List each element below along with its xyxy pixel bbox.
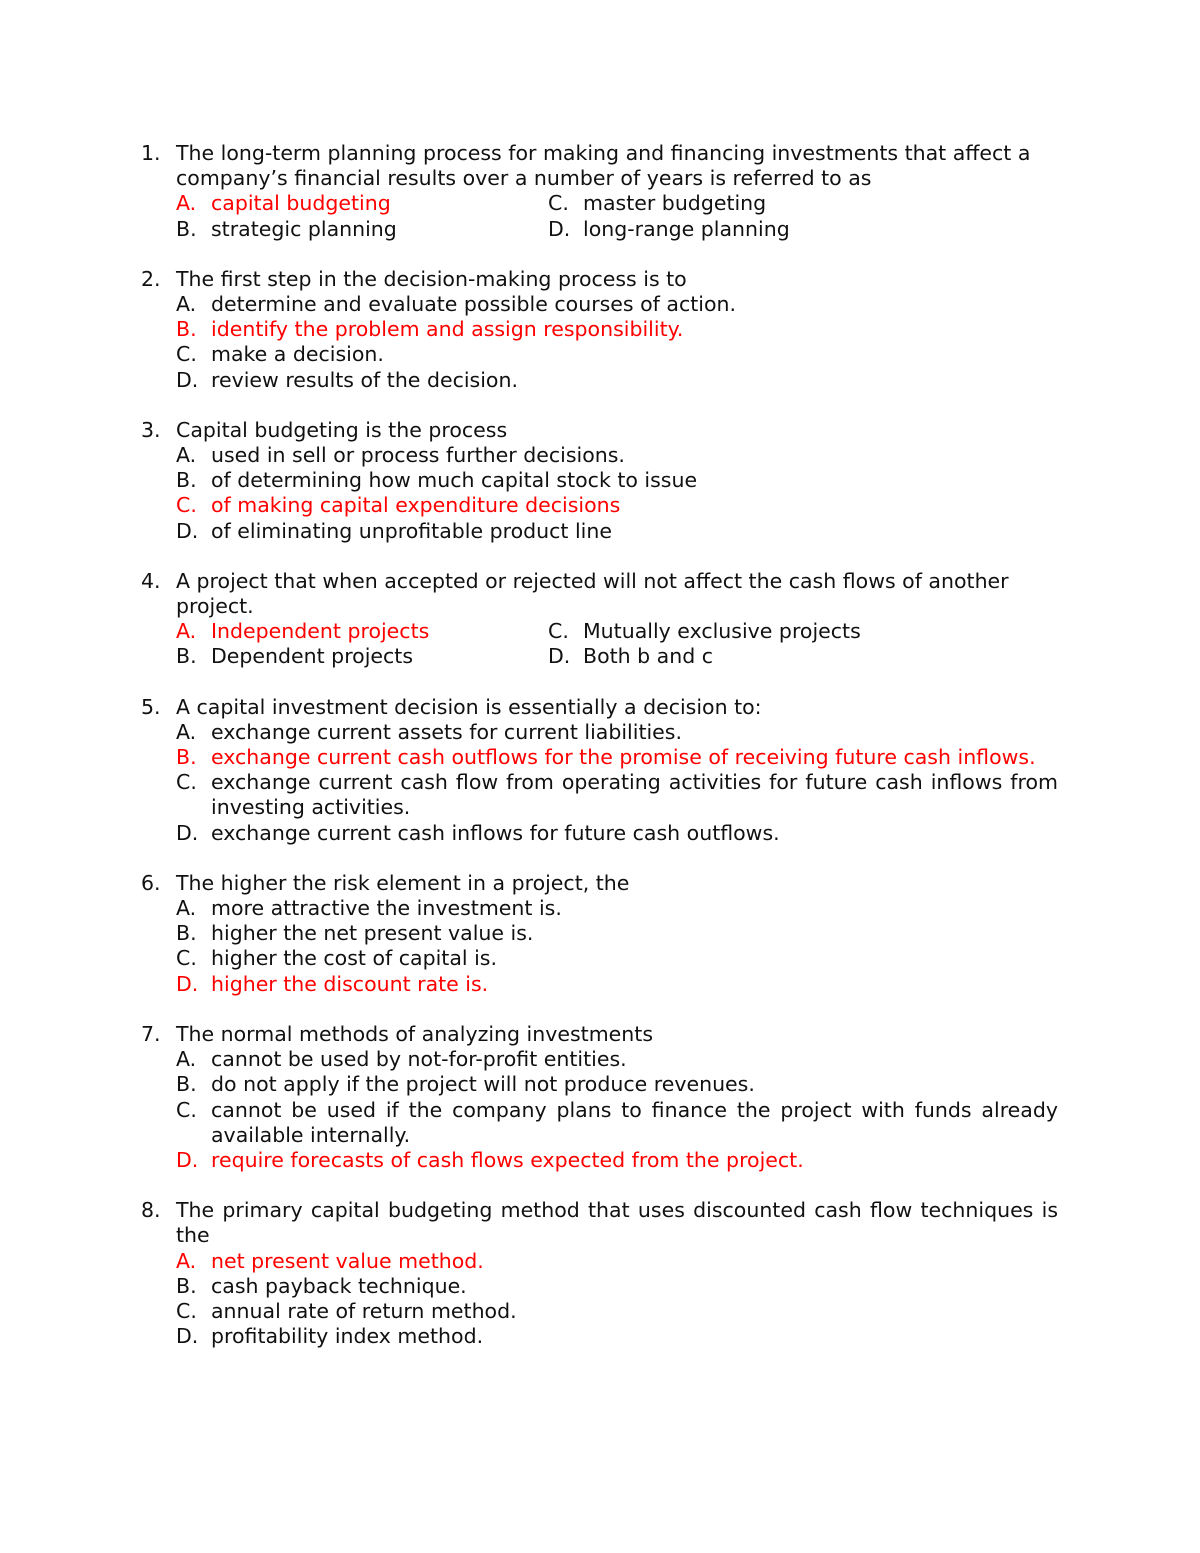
option-text: Mutually exclusive projects [583,619,861,644]
option-letter: D. [176,1324,199,1349]
answer-option-a [176,443,1058,468]
question-number: 7. [141,1021,161,1046]
option-text: of making capital expenditure decisions [211,493,621,518]
question-6 [141,870,1058,997]
question-text: The primary capital budgeting method that uses discounted cash flow techniques is the [176,1198,1058,1248]
option-text: identify the problem and assign responsibility. [211,317,684,342]
option-letter: C. [176,493,197,518]
option-text: review results of the decision. [211,367,518,392]
answer-option-d [176,519,1058,544]
option-letter: D. [176,367,199,392]
question-3 [141,417,1058,544]
answer-options [176,443,1058,544]
option-letter: C. [176,1097,197,1122]
option-letter: C. [176,342,197,367]
question-number: 3. [141,417,161,442]
answer-option-d [176,1324,1058,1349]
option-text: strategic planning [211,216,397,241]
answer-option-a [176,191,548,216]
question-number: 5. [141,694,161,719]
question-number: 2. [141,266,161,291]
question-number: 6. [141,870,161,895]
answer-option-a [176,1249,1058,1274]
option-text: cash payback technique. [211,1273,467,1298]
answer-option-b [176,217,548,242]
answer-option-c [176,1098,1058,1148]
option-text: exchange current cash inflows for future cash outflows. [211,820,780,845]
answer-options [176,720,1058,846]
question-text: The normal methods of analyzing investments [176,1021,653,1046]
answer-option-d [548,644,1058,669]
answer-option-b [176,468,1058,493]
answer-option-c [176,493,1058,518]
option-letter: A. [176,619,197,644]
answer-option-c [176,1299,1058,1324]
answer-option-c [176,946,1058,971]
option-text: cannot be used if the company plans to finance the project with funds already available internally. [211,1097,1058,1147]
option-text: Dependent projects [211,644,414,669]
option-letter: C. [176,1298,197,1323]
option-text: of determining how much capital stock to issue [211,468,698,493]
answer-option-b [176,644,548,669]
answer-option-d [176,972,1058,997]
option-text: do not apply if the project will not produce revenues. [211,1072,755,1097]
option-letter: B. [176,468,197,493]
option-letter: B. [176,921,197,946]
answer-option-d [176,368,1058,393]
answer-option-d [176,1148,1058,1173]
answer-option-c [176,770,1058,820]
option-text: exchange current cash flow from operating activities for future cash inflows from investing activities. [211,770,1058,820]
question-number: 8. [141,1198,161,1223]
question-text: The long-term planning process for making and financing investments that affect a company’s financial results over a number of years is referred to as [176,141,1031,191]
answer-option-b [176,1274,1058,1299]
question-text: A capital investment decision is essentially a decision to: [176,694,762,719]
answer-option-b [176,745,1058,770]
option-letter: D. [176,971,199,996]
question-text: A project that when accepted or rejected will not affect the cash flows of another project. [176,568,1009,619]
option-text: net present value method. [211,1248,484,1273]
option-text: used in sell or process further decisions. [211,443,625,468]
answer-option-b [176,317,1058,342]
question-7 [141,1021,1058,1173]
option-letter: D. [548,216,571,241]
answer-option-a [176,292,1058,317]
answer-options [176,619,1058,669]
option-text: long-range planning [583,216,790,241]
option-text: Both b and c [583,644,714,669]
answer-option-b [176,921,1058,946]
option-letter: D. [176,1147,199,1172]
option-text: higher the net present value is. [211,921,534,946]
option-letter: D. [548,644,571,669]
option-text: higher the discount rate is. [211,971,489,996]
answer-options [176,1047,1058,1173]
question-2 [141,266,1058,393]
option-text: annual rate of return method. [211,1298,517,1323]
option-text: Independent projects [211,619,430,644]
question-number: 1. [141,141,161,165]
option-text: exchange current cash outflows for the promise of receiving future cash inflows. [211,745,1036,770]
option-text: make a decision. [211,342,384,367]
option-letter: A. [176,292,197,317]
option-text: more attractive the investment is. [211,896,562,921]
answer-options [176,896,1058,997]
option-letter: B. [176,745,197,770]
option-letter: C. [548,619,569,644]
option-text: higher the cost of capital is. [211,946,497,971]
option-text: determine and evaluate possible courses of action. [211,292,737,317]
option-letter: C. [176,946,197,971]
answer-option-a [176,896,1058,921]
question-5 [141,694,1058,846]
answer-option-c [548,191,1058,216]
option-text: cannot be used by not-for-profit entities. [211,1047,627,1072]
answer-options [176,191,1058,241]
question-1 [141,141,1058,242]
option-letter: B. [176,644,197,669]
question-4 [141,568,1058,670]
option-letter: B. [176,1273,197,1298]
option-text: profitability index method. [211,1324,484,1349]
option-letter: B. [176,317,197,342]
question-text: The higher the risk element in a project, the [176,870,630,895]
option-letter: B. [176,216,197,241]
option-letter: C. [548,191,569,216]
option-letter: A. [176,1047,197,1072]
option-letter: A. [176,719,197,744]
question-number: 4. [141,568,161,593]
option-letter: D. [176,820,199,845]
answer-option-a [176,1047,1058,1072]
option-text: of eliminating unprofitable product line [211,518,612,543]
answer-option-a [176,619,548,644]
option-letter: C. [176,770,197,795]
question-text: The first step in the decision-making process is to [176,266,687,291]
option-text: capital budgeting [211,191,391,216]
answer-option-d [548,217,1058,242]
answer-option-c [176,342,1058,367]
option-letter: D. [176,518,199,543]
option-text: master budgeting [583,191,767,216]
question-text: Capital budgeting is the process [176,417,508,442]
option-text: require forecasts of cash flows expected from the project. [211,1147,804,1172]
option-text: exchange current assets for current liabilities. [211,719,682,744]
answer-option-c [548,619,1058,644]
option-letter: A. [176,1248,197,1273]
answer-options [176,292,1058,393]
answer-option-d [176,821,1058,846]
option-letter: A. [176,443,197,468]
answer-option-a [176,720,1058,745]
option-letter: A. [176,191,197,216]
option-letter: B. [176,1072,197,1097]
option-letter: A. [176,896,197,921]
question-8 [141,1198,1058,1349]
answer-option-b [176,1072,1058,1097]
answer-options [176,1249,1058,1350]
